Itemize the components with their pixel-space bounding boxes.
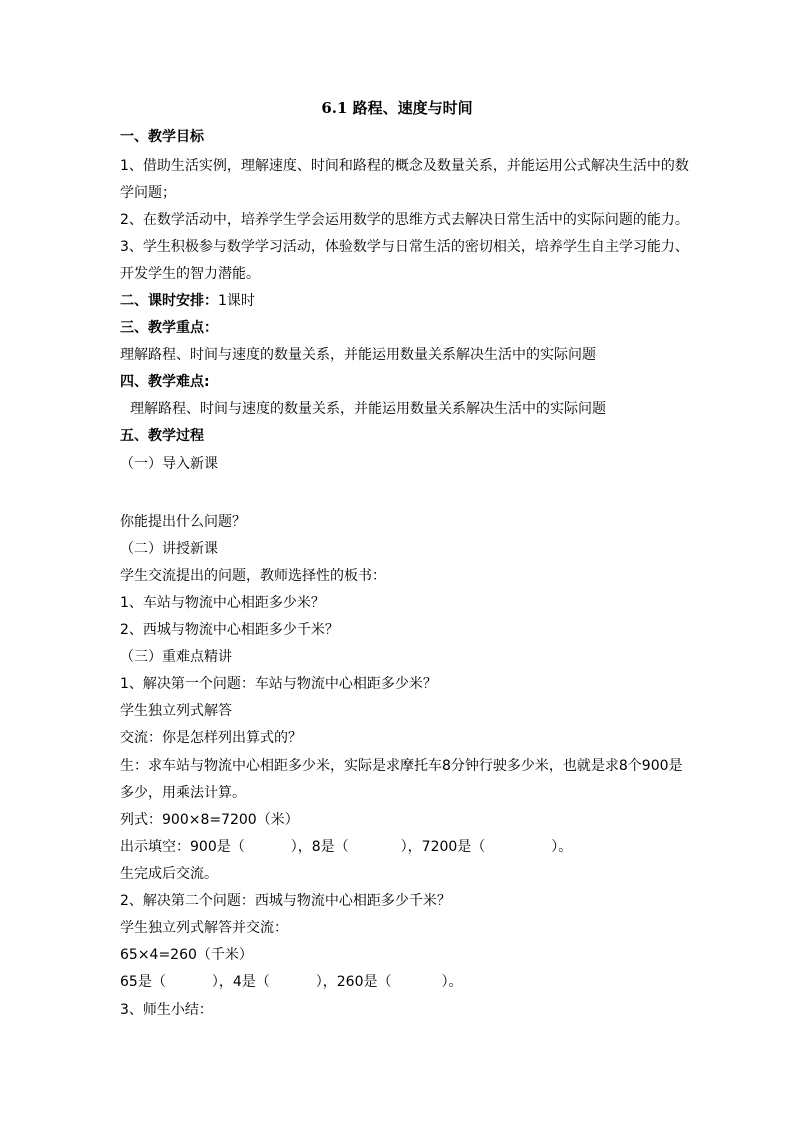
formula-1: 列式：900×8=7200（米） [120, 812, 299, 828]
after-complete-text: 生完成后交流。 [120, 866, 218, 882]
question-1: 1、车站与物流中心相距多少米？ [120, 595, 325, 611]
independent-solve-1: 学生独立列式解答 [120, 703, 232, 719]
objective-2: 2、在数学活动中，培养学生学会运用数学的思维方式去解决日常生活中的实际问题的能力。 [120, 212, 689, 228]
fill-1-part-d: ）。 [551, 839, 573, 855]
solve-problem-1: 1、解决第一个问题：车站与物流中心相距多少米？ [120, 676, 437, 692]
part-3-heading: （三）重难点精讲 [120, 649, 232, 665]
part-2-heading: （二）讲授新课 [120, 541, 218, 557]
question-prompt: 你能提出什么问题？ [120, 514, 246, 530]
summary-heading: 3、师生小结： [120, 1002, 213, 1018]
fill-in-2 [120, 973, 462, 991]
section-schedule [120, 292, 255, 310]
section-key-points-heading: 三、教学重点： [120, 320, 218, 336]
fill-2-part-b: ），4是（ [211, 974, 270, 990]
objective-1-line-2: 学问题； [120, 185, 176, 201]
fill-2-part-c: ），260是（ [315, 974, 392, 990]
fill-1-part-b: ），8是（ [290, 839, 349, 855]
difficulties-text: 理解路程、时间与速度的数量关系，并能运用数量关系解决生活中的实际问题 [130, 401, 606, 417]
fill-2-part-a: 65是（ [120, 974, 166, 990]
independent-solve-2: 学生独立列式解答并交流： [120, 920, 288, 936]
schedule-heading: 二、课时安排： [120, 293, 218, 309]
how-formula-text: 交流：你是怎样列出算式的？ [120, 730, 302, 746]
section-difficulties-heading: 四、教学难点: [120, 374, 210, 390]
part-1-heading: （一）导入新课 [120, 456, 218, 472]
key-points-text: 理解路程、时间与速度的数量关系，并能运用数量关系解决生活中的实际问题 [120, 347, 596, 363]
section-objectives-heading: 一、教学目标 [120, 129, 204, 145]
schedule-value: 1课时 [218, 293, 255, 309]
student-answer-line-2: 多少，用乘法计算。 [120, 785, 246, 801]
section-process-heading: 五、教学过程 [120, 428, 204, 444]
fill-2-part-d: ）。 [441, 974, 463, 990]
formula-2: 65×4=260（千米） [120, 947, 253, 963]
objective-1-line-1: 1、借助生活实例，理解速度、时间和路程的概念及数量关系，并能运用公式解决生活中的数 [120, 158, 689, 174]
document-title: 6.1 路程、速度与时间 [321, 99, 473, 117]
question-2: 2、西城与物流中心相距多少千米？ [120, 622, 339, 638]
fill-1-part-c: ），7200是（ [400, 839, 486, 855]
objective-3-line-1: 3、学生积极参与数学学习活动，体验数学与日常生活的密切相关，培养学生自主学习能力、 [120, 239, 689, 255]
student-answer-line-1: 生：求车站与物流中心相距多少米，实际是求摩托车8分钟行驶多少米，也就是求8个900是 [120, 758, 683, 774]
objective-3-line-2: 开发学生的智力潜能。 [120, 266, 260, 282]
solve-problem-2: 2、解决第二个问题：西城与物流中心相距多少千米？ [120, 893, 451, 909]
fill-in-1 [120, 838, 572, 856]
fill-1-part-a: 出示填空：900是（ [120, 839, 245, 855]
exchange-text: 学生交流提出的问题，教师选择性的板书： [120, 568, 386, 584]
